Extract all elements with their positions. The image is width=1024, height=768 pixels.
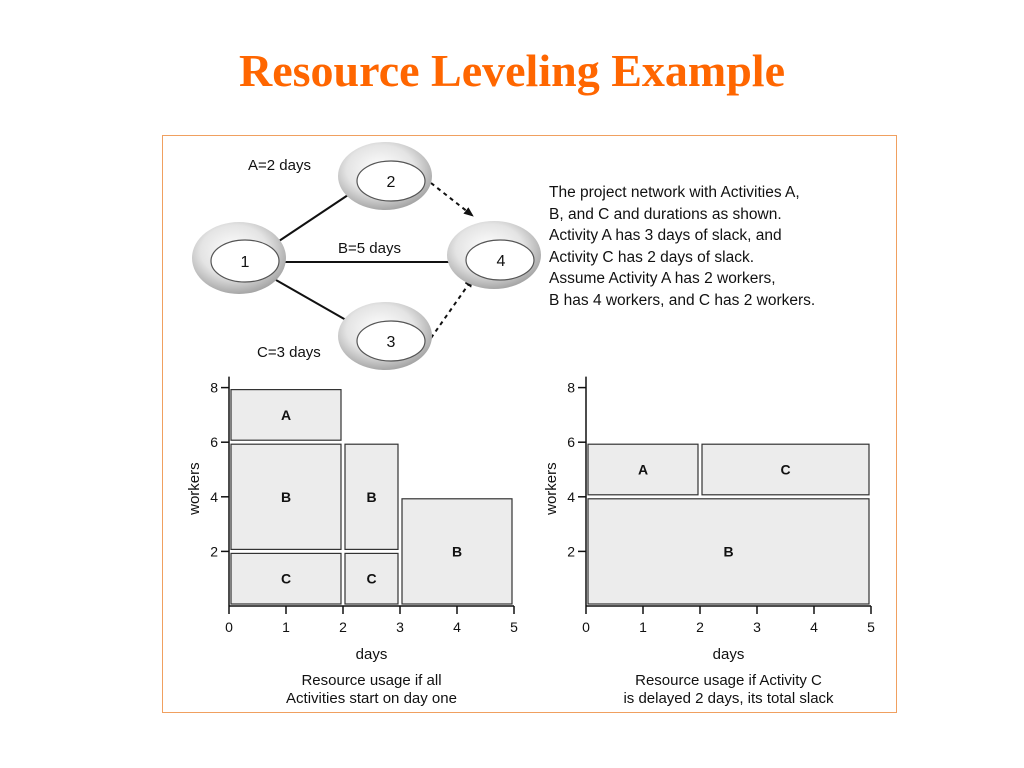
resource-chart-activity-c-delayed <box>543 377 875 707</box>
page-title: Resource Leveling Example <box>239 45 785 96</box>
x-axis-label: days <box>712 646 745 663</box>
description-line: Assume Activity A has 2 workers, <box>549 270 776 287</box>
y-tick-label: 4 <box>567 488 575 505</box>
x-tick-label: 5 <box>867 619 875 635</box>
y-tick-label: 6 <box>210 434 218 451</box>
description-line: B has 4 workers, and C has 2 workers. <box>549 291 816 309</box>
y-tick-label: 2 <box>567 543 575 560</box>
block-label: B <box>366 488 377 505</box>
y-axis-label: workers <box>543 462 560 515</box>
edge-label-b: B=5 days <box>338 240 401 257</box>
x-tick-label: 0 <box>582 619 590 635</box>
chart-caption: is delayed 2 days, its total slack <box>623 690 834 707</box>
block-label: C <box>366 570 377 587</box>
network-node-1 <box>192 222 286 294</box>
y-tick-label: 8 <box>567 379 575 396</box>
block-label: C <box>280 570 292 587</box>
edge-label-c: C=3 days <box>257 344 321 361</box>
edge-dummy-2-4 <box>431 183 473 216</box>
node-label-4: 4 <box>496 253 506 270</box>
chart-caption: Activities start on day one <box>286 690 457 707</box>
y-axis-label: workers <box>186 462 203 515</box>
x-tick-label: 3 <box>396 619 404 635</box>
node-label-3: 3 <box>386 334 396 351</box>
block-label: C <box>780 461 791 478</box>
x-tick-label: 1 <box>282 619 290 635</box>
network-description <box>549 182 889 311</box>
network-node-4 <box>447 221 541 289</box>
network-node-3 <box>338 302 432 370</box>
chart-caption: Resource usage if all <box>301 672 442 689</box>
edge-label-a: A=2 days <box>248 157 311 174</box>
y-tick-label: 6 <box>567 434 575 451</box>
block-label: A <box>280 406 292 423</box>
block-label: A <box>637 461 649 478</box>
x-tick-label: 2 <box>339 619 347 635</box>
network-node-2 <box>338 142 432 210</box>
description-line: Activity C has 2 days of slack. <box>549 248 755 266</box>
x-tick-label: 1 <box>639 619 647 635</box>
x-tick-label: 3 <box>753 619 761 635</box>
chart-caption: Resource usage if Activity C <box>635 672 822 689</box>
edge-dummy-3-4 <box>431 278 473 338</box>
description-line: Activity A has 3 days of slack, and <box>549 227 782 244</box>
resource-chart-all-start-day-one <box>186 377 518 707</box>
y-tick-label: 4 <box>210 488 218 505</box>
x-tick-label: 0 <box>225 619 233 635</box>
x-tick-label: 4 <box>453 619 461 635</box>
x-axis-label: days <box>355 646 388 663</box>
y-tick-label: 2 <box>210 543 218 560</box>
x-tick-label: 4 <box>810 619 818 635</box>
block-label: B <box>723 543 734 560</box>
x-tick-label: 5 <box>510 619 518 635</box>
node-label-1: 1 <box>240 254 250 271</box>
block-label: B <box>280 488 292 505</box>
description-line: B, and C and durations as shown. <box>549 205 782 223</box>
y-tick-label: 8 <box>210 379 218 396</box>
description-line: The project network with Activities A, <box>549 184 800 201</box>
block-label: B <box>451 543 463 560</box>
x-tick-label: 2 <box>696 619 704 635</box>
node-label-2: 2 <box>386 174 396 191</box>
